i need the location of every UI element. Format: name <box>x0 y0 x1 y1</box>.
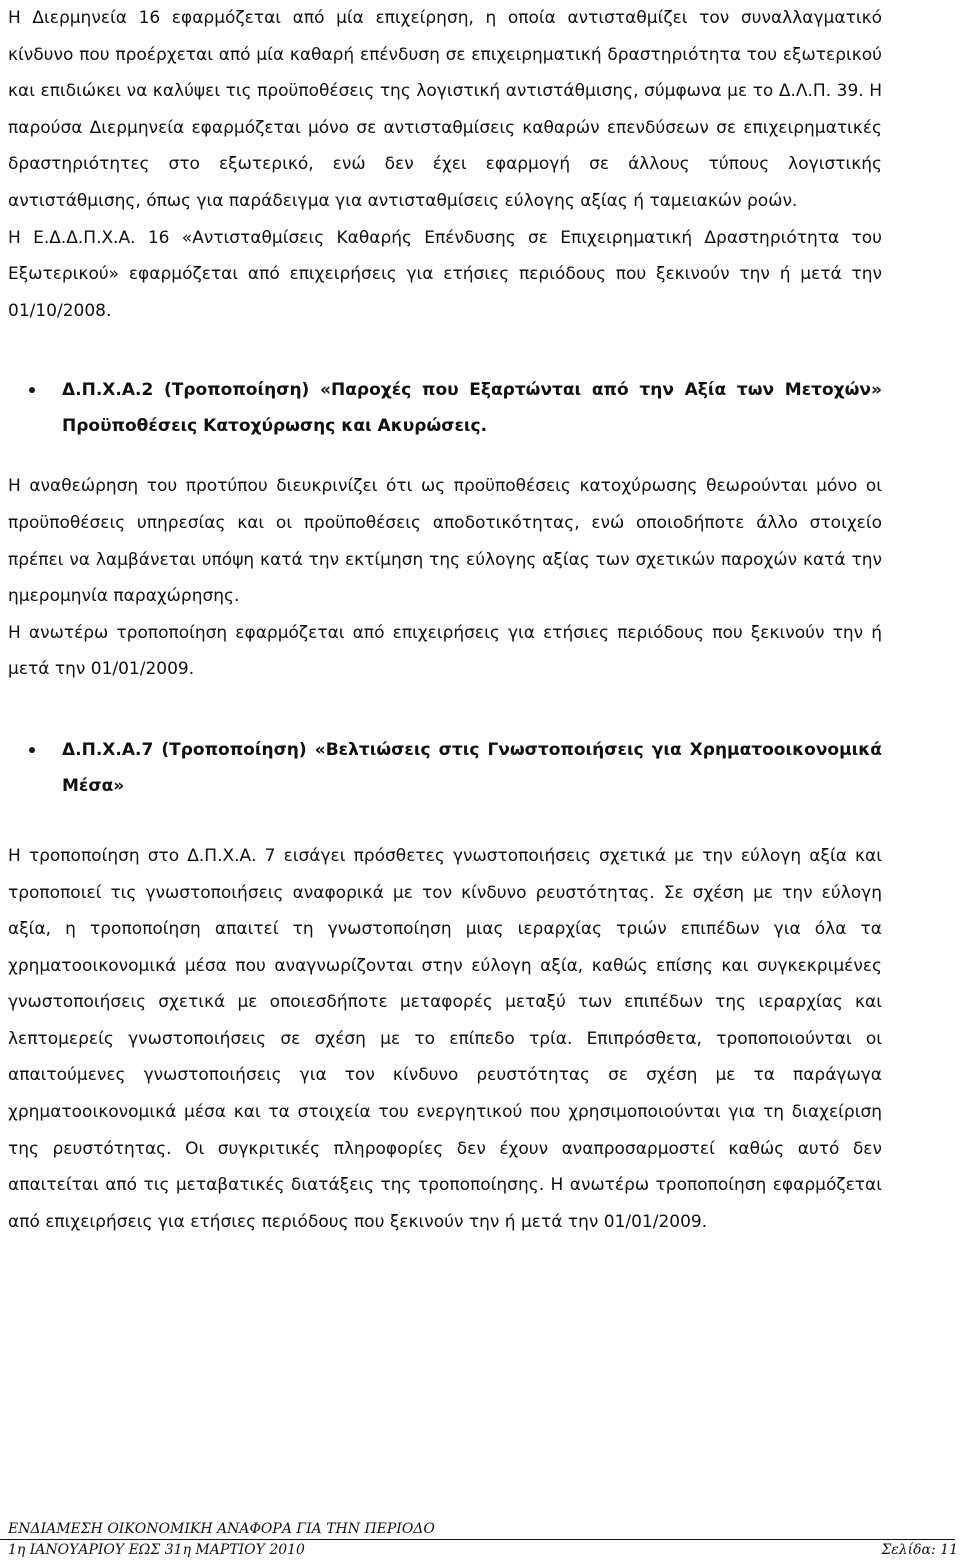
paragraph-ifric16-intro: Η Διερμηνεία 16 εφαρμόζεται από μία επιχείρηση, η οποία αντισταθμίζει τον συναλλαγματικό κίνδυνο που προέρχεται από μία καθαρή επένδυση σε επιχειρηματική δραστηριότητα του εξωτερικού και επιδιώκει να καλύψει τις προϋποθέσεις της λογιστική αντιστάθμισης, σύμφωνα με το Δ.Λ.Π. 39. Η παρούσα Διερμηνεία εφαρμόζεται μόνο σε αντισταθμίσεις καθαρών επενδύσεων σε επιχειρηματικές δραστηριότητες στο εξωτερικό, ενώ δεν έχει εφαρμογή σε άλλους τύπους λογιστικής αντιστάθμισης, όπως για παράδειγμα για αντισταθμίσεις εύλογης αξίας ή ταμειακών ροών. <box>8 8 882 211</box>
document-body <box>8 0 882 1240</box>
bullet-icon <box>29 387 35 393</box>
footer-page-number: Σελίδα: 11 <box>881 1542 958 1558</box>
footer-period-line <box>8 1540 960 1561</box>
footer-report-title: ΕΝΔΙΑΜΕΣΗ ΟΙΚΟΝΟΜΙΚΗ ΑΝΑΦΟΡΑ ΓΙΑ ΤΗΝ ΠΕΡΙΟΔΟ <box>8 1521 435 1537</box>
paragraph-ifrs7-description: Η τροποποίηση στο Δ.Π.Χ.Α. 7 εισάγει πρόσθετες γνωστοποιήσεις σχετικά με την εύλογη αξία και τροποποιεί τις γνωστοποιήσεις αναφορικά με τον κίνδυνο ρευστότητας. Σε σχέση με την εύλογη αξία, η τροποποίηση απαιτεί τη γνωστοποίηση μιας ιεραρχίας τριών επιπέδων για όλα τα χρηματοοικονομικά μέσα που αναγνωρίζονται στην εύλογη αξία, καθώς επίσης και συγκεκριμένες γνωστοποιήσεις σχετικά με οποιεσδήποτε μεταφορές μεταξύ των επιπέδων της ιεραρχίας και λεπτομερείς γνωστοποιήσεις σε σχέση με το επίπεδο τρία. Επιπρόσθετα, τροποποιούνται οι απαιτούμενες γνωστοποιήσεις για τον κίνδυνο ρευστότητας σε σχέση με τα παράγωγα χρηματοοικονομικά μέσα και τα στοιχεία του ενεργητικού που χρησιμοποιούνται για τη διαχείριση της ρευστότητας. Οι συγκριτικές πληροφορίες δεν έχουν αναπροσαρμοστεί καθώς αυτό δεν απαιτείται από τις μεταβατικές διατάξεις της τροποποίησης. Η ανωτέρω τροποποίηση εφαρμόζεται από επιχειρήσεις για ετήσιες περιόδους που ξεκινούν την ή μετά την 01/01/2009. <box>8 845 882 1232</box>
paragraph-ifric16-effective: Η Ε.Δ.Δ.Π.Χ.Α. 16 «Αντισταθμίσεις Καθαρής Επένδυσης σε Επιχειρηματική Δραστηριότητα του Εξωτερικού» εφαρμόζεται από επιχειρήσεις για ετήσιες περιόδους που ξεκινούν την ή μετά την 01/10/2008. <box>8 227 882 321</box>
bullet-ifrs2-heading <box>8 372 882 444</box>
page-footer <box>8 1519 960 1561</box>
footer-period: 1η ΙΑΝΟΥΑΡΙΟΥ ΕΩΣ 31η ΜΑΡΤΙΟΥ 2010 <box>8 1542 305 1558</box>
bullet-ifrs7-text: Δ.Π.Χ.Α.7 (Τροποποίηση) «Βελτιώσεις στις Γνωστοποιήσεις για Χρηματοοικονομικά Μέσα» <box>62 739 882 796</box>
bullet-icon <box>29 747 35 753</box>
footer-divider <box>0 1539 955 1540</box>
paragraph-ifrs2-description: Η αναθεώρηση του προτύπου διευκρινίζει ότι ως προϋποθέσεις κατοχύρωσης θεωρούνται μόνο οι προϋποθέσεις υπηρεσίας και οι προϋποθέσεις αποδοτικότητας, ενώ οποιοδήποτε άλλο στοιχείο πρέπει να λαμβάνεται υπόψη κατά την εκτίμηση της εύλογης αξίας των σχετικών παροχών κατά την ημερομηνία παραχώρησης. <box>8 476 882 607</box>
paragraph-ifrs2-effective: Η ανωτέρω τροποποίηση εφαρμόζεται από επιχειρήσεις για ετήσιες περιόδους που ξεκινούν την ή μετά την 01/01/2009. <box>8 622 882 680</box>
bullet-ifrs2-text: Δ.Π.Χ.Α.2 (Τροποποίηση) «Παροχές που Εξαρτώνται από την Αξία των Μετοχών» Προϋποθέσεις Κατοχύρωσης και Ακυρώσεις. <box>62 380 882 437</box>
bullet-ifrs7-heading <box>8 732 882 804</box>
